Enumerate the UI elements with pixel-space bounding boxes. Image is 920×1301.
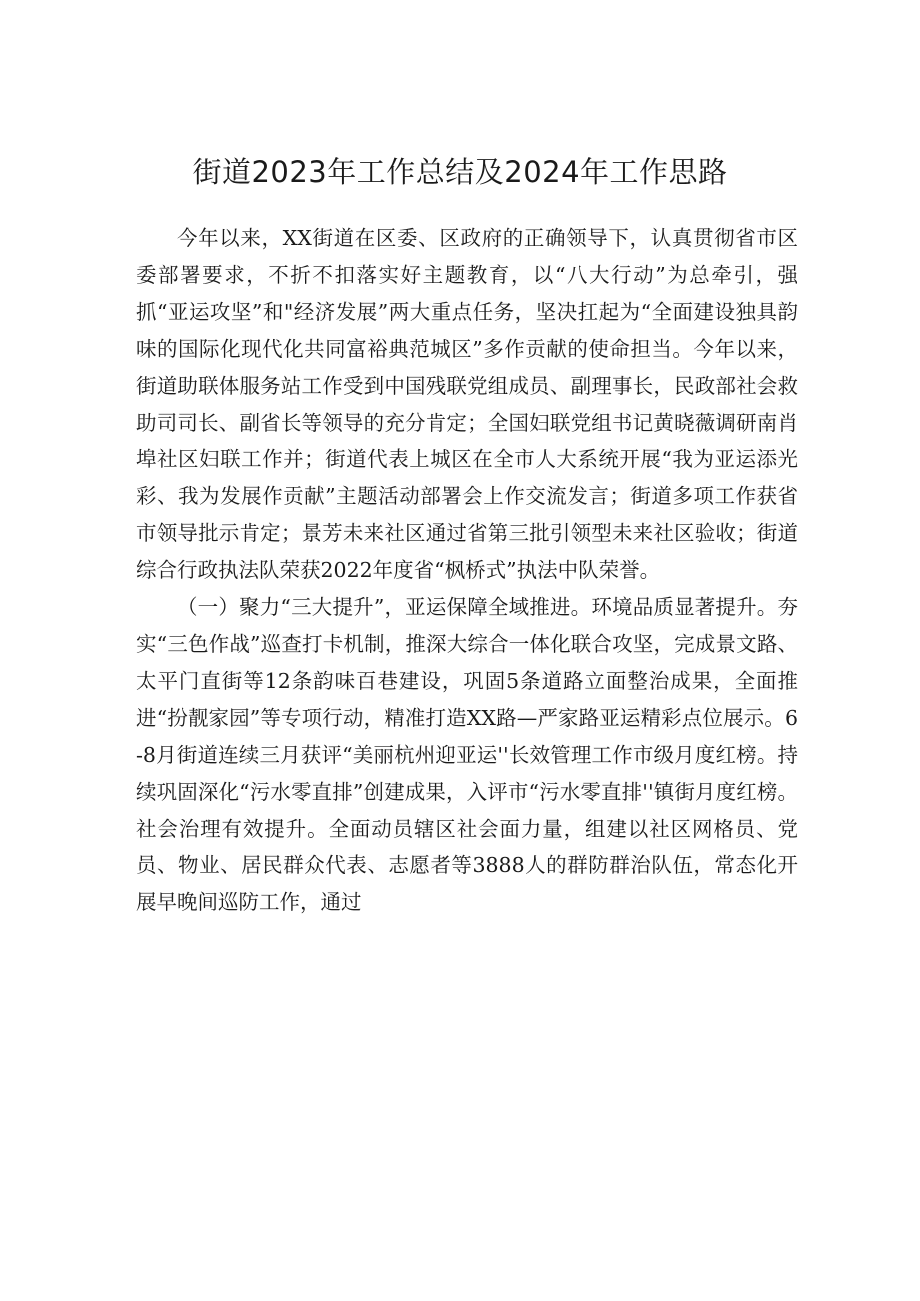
paragraph-section-1: （一）聚力“三大提升”，亚运保障全域推进。环境品质显著提升。夯实“三色作战”巡查打卡机制，推深大综合一体化联合攻坚，完成景文路、太平门直街等12条韵味百巷建设，巩固5条道路立面整治成果，全面推进“扮靓家园”等专项行动，精准打造XX路—严家路亚运精彩点位展示。6-8月街道连续三月获评“美丽杭州迎亚运''长效管理工作市级月度红榜。持续巩固深化“污水零直排”创建成果，入评市“污水零直排''镇街月度红榜。社会治理有效提升。全面动员辖区社会面力量，组建以社区网格员、党员、物业、居民群众代表、志愿者等3888人的群防群治队伍，常态化开展早晚间巡防工作，通过 [136, 595, 798, 915]
document-body [136, 220, 798, 921]
paragraph-intro: 今年以来，XX街道在区委、区政府的正确领导下，认真贯彻省市区委部署要求，不折不扣落实好主题教育，以“八大行动”为总牵引，强抓“亚运攻坚”和"经济发展”两大重点任务，坚决扛起为“全面建设独具韵味的国际化现代化共同富裕典范城区”多作贡献的使命担当。今年以来，街道助联体服务站工作受到中国残联党组成员、副理事长，民政部社会救助司司长、副省长等领导的充分肯定；全国妇联党组书记黄晓薇调研南肖埠社区妇联工作并；街道代表上城区在全市人大系统开展“我为亚运添光彩、我为发展作贡献”主题活动部署会上作交流发言；街道多项工作获省市领导批示肯定；景芳未来社区通过省第三批引领型未来社区验收；街道综合行政执法队荣获2022年度省“枫桥式”执法中队荣誉。 [136, 226, 798, 583]
document-title: 街道2023年工作总结及2024年工作思路 [192, 155, 728, 189]
